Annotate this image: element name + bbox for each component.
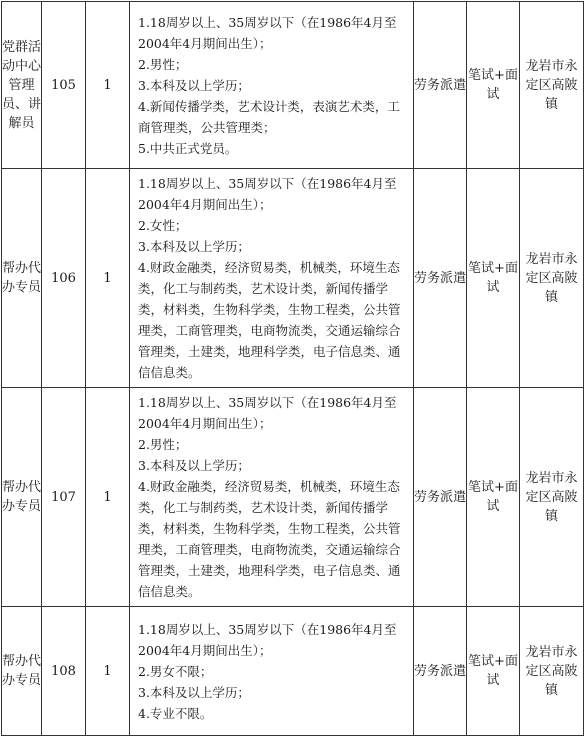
requirement-line: 1.18周岁以上、35周岁以下（在1986年4月至2004年4月期间出生）； xyxy=(138,621,397,658)
requirement-line: 1.18周岁以上、35周岁以下（在1986年4月至2004年4月期间出生）； xyxy=(138,176,397,212)
requirements-cell xyxy=(130,169,414,388)
exam-method-cell: 笔试+面试 xyxy=(467,388,520,607)
requirement-line: 2.男性； xyxy=(138,56,188,72)
requirement-line: 1.18周岁以上、35周岁以下（在1986年4月至2004年4月期间出生）； xyxy=(138,14,397,51)
recruitment-table xyxy=(1,1,584,736)
requirement-line: 3.本科及以上学历； xyxy=(138,77,250,93)
requirement-line: 5.中共正式党员。 xyxy=(138,140,238,156)
table-row xyxy=(2,607,584,736)
table-row xyxy=(2,169,584,388)
position-name-cell: 帮办代办专员 xyxy=(2,169,42,388)
position-name-cell: 党群活动中心管理员、讲解员 xyxy=(2,2,42,169)
requirements-cell xyxy=(130,607,414,736)
requirement-line: 3.本科及以上学历； xyxy=(138,684,250,700)
work-location-cell: 龙岩市永定区高陂镇 xyxy=(520,607,584,736)
position-name-cell: 帮办代办专员 xyxy=(2,388,42,607)
exam-method-cell: 笔试+面试 xyxy=(467,607,520,736)
requirement-line: 3.本科及以上学历； xyxy=(138,239,250,254)
work-location-cell: 龙岩市永定区高陂镇 xyxy=(520,388,584,607)
requirement-line: 4.新闻传播学类，艺术设计类，表演艺术类，工商管理类，公共管理类； xyxy=(138,98,400,135)
headcount-cell: 1 xyxy=(86,388,130,607)
requirement-line: 2.男性； xyxy=(138,437,188,452)
table-row xyxy=(2,2,584,169)
requirements-cell xyxy=(130,388,414,607)
position-code-cell: 107 xyxy=(42,388,86,607)
headcount-cell: 1 xyxy=(86,607,130,736)
position-name-cell: 帮办代办专员 xyxy=(2,607,42,736)
position-code-cell: 106 xyxy=(42,169,86,388)
requirement-line: 4.专业不限。 xyxy=(138,705,213,721)
employment-type-cell: 劳务派遣 xyxy=(414,607,467,736)
position-code-cell: 105 xyxy=(42,2,86,169)
headcount-cell: 1 xyxy=(86,169,130,388)
requirement-line: 3.本科及以上学历； xyxy=(138,458,250,473)
requirements-cell xyxy=(130,2,414,169)
employment-type-cell: 劳务派遣 xyxy=(414,388,467,607)
work-location-cell: 龙岩市永定区高陂镇 xyxy=(520,2,584,169)
requirement-line: 4.财政金融类，经济贸易类，机械类，环境生态类，化工与制药类，艺术设计类，新闻传播学类，材料类，生物科学类，生物工程类，公共管理类，工商管理类，电商物流类，交通运输综合管理类，土建类，地理科学类，电子信息类、通信信息类。 xyxy=(138,479,401,599)
headcount-cell: 1 xyxy=(86,2,130,169)
position-code-cell: 108 xyxy=(42,607,86,736)
requirement-line: 4.财政金融类，经济贸易类，机械类，环境生态类，化工与制药类，艺术设计类，新闻传播学类，材料类，生物科学类，生物工程类，公共管理类，工商管理类，电商物流类，交通运输综合管理类，土建类，地理科学类，电子信息类、通信信息类。 xyxy=(138,260,401,380)
requirement-line: 2.男女不限； xyxy=(138,663,213,679)
employment-type-cell: 劳务派遣 xyxy=(414,169,467,388)
requirement-line: 1.18周岁以上、35周岁以下（在1986年4月至2004年4月期间出生）； xyxy=(138,395,397,431)
exam-method-cell: 笔试+面试 xyxy=(467,2,520,169)
table-row xyxy=(2,388,584,607)
employment-type-cell: 劳务派遣 xyxy=(414,2,467,169)
work-location-cell: 龙岩市永定区高陂镇 xyxy=(520,169,584,388)
recruitment-table-page xyxy=(1,1,583,736)
requirement-line: 2.女性； xyxy=(138,218,188,233)
exam-method-cell: 笔试+面试 xyxy=(467,169,520,388)
